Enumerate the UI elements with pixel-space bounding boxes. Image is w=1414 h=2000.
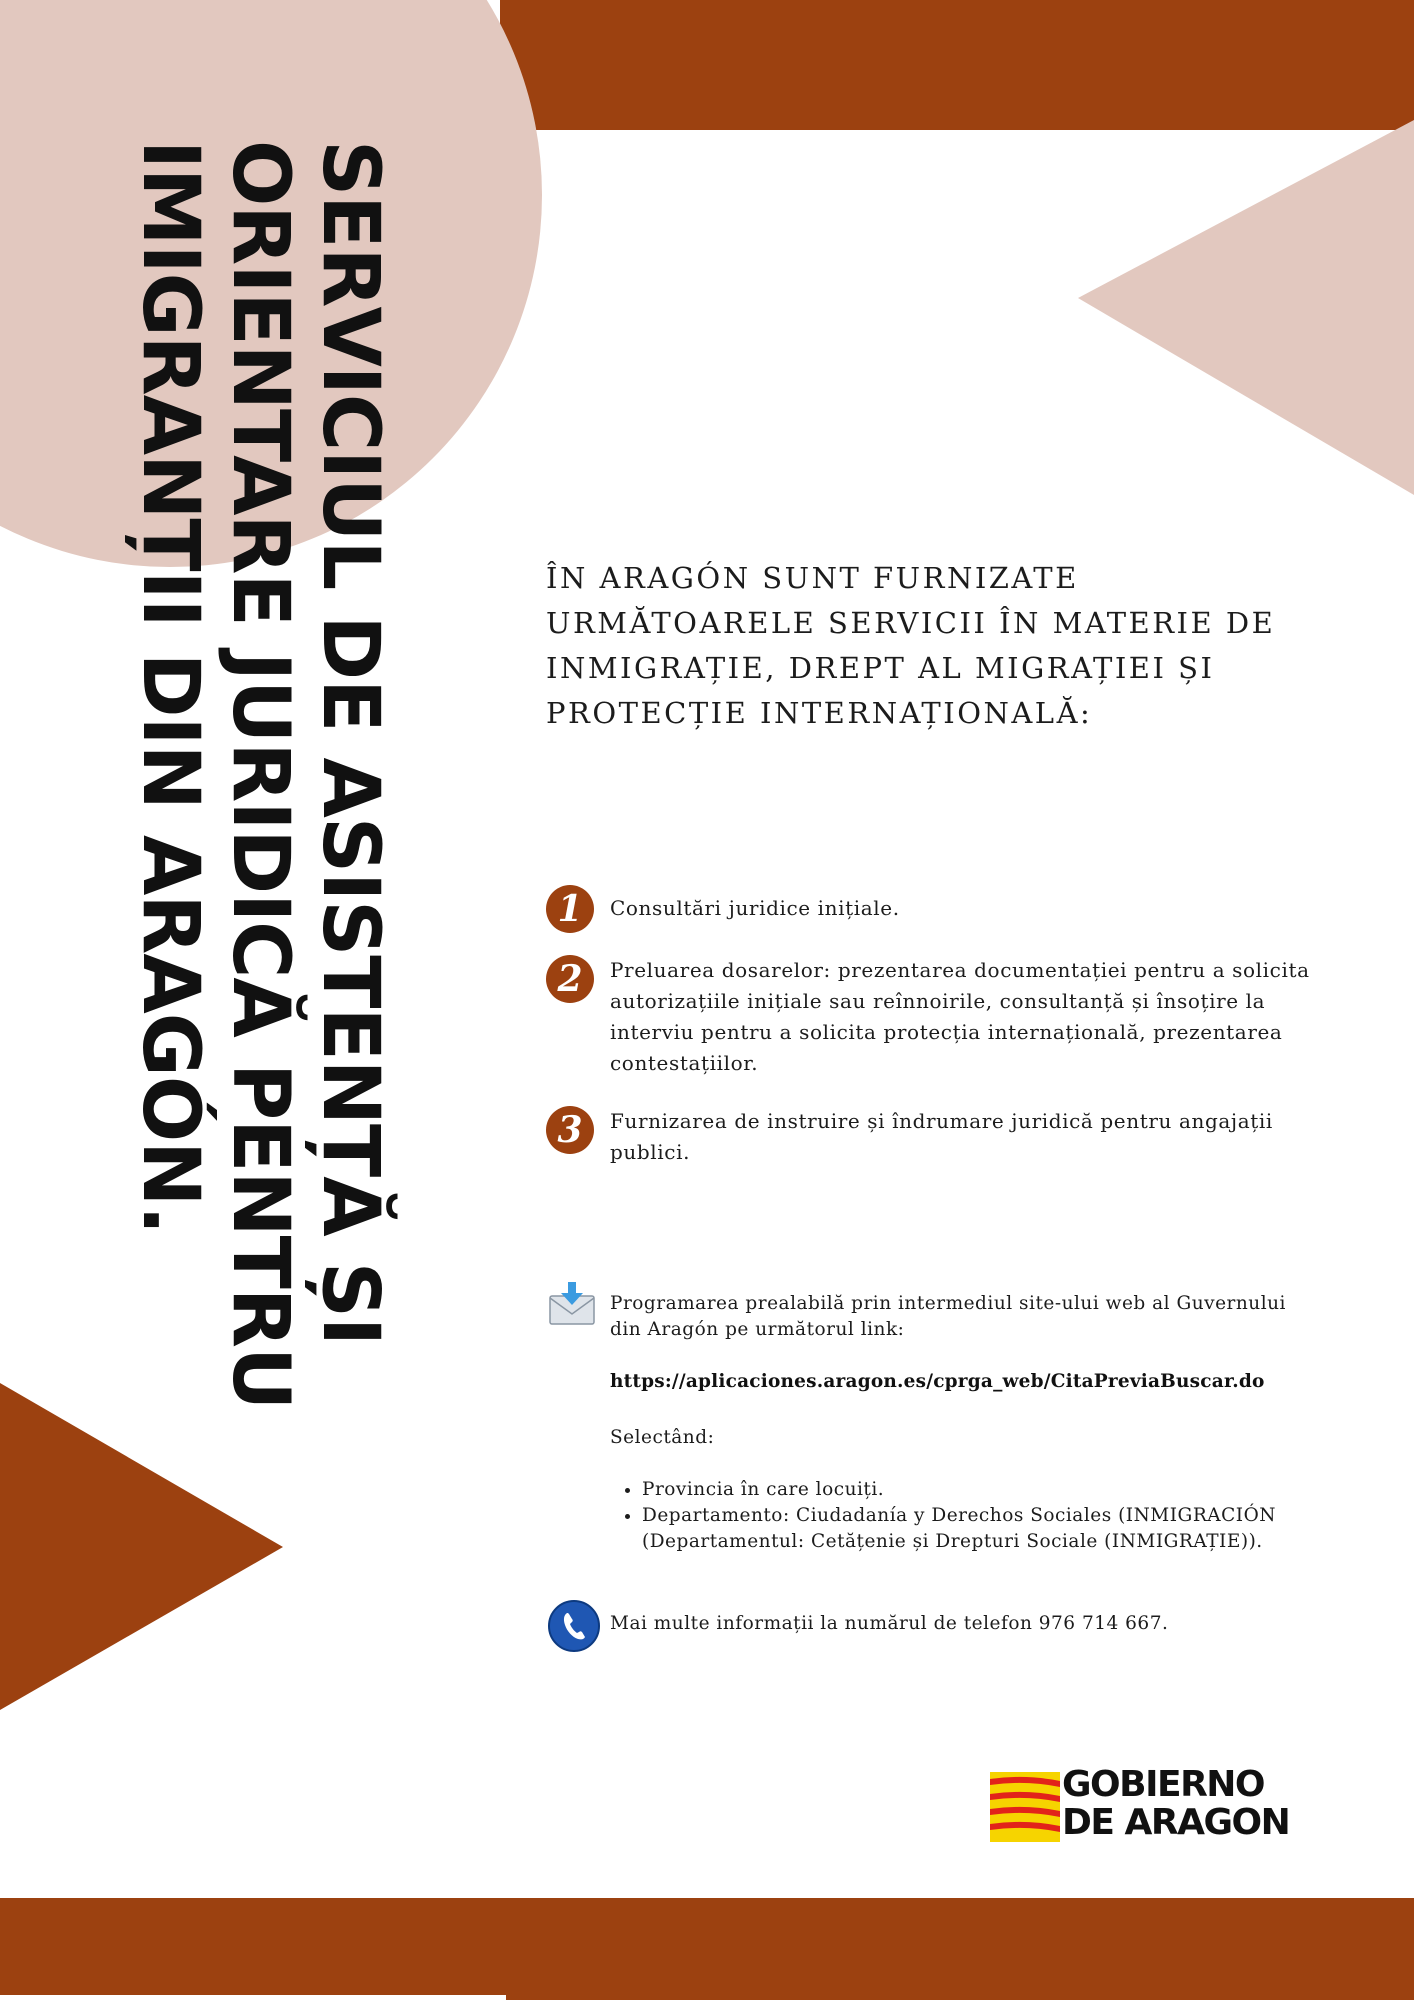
- intro-heading: [546, 556, 1326, 736]
- phone-icon: [548, 1600, 600, 1652]
- number-badge-1: 1: [546, 885, 594, 933]
- title-line-1: SERVICIUL DE ASISTENȚĂ ȘI: [305, 140, 395, 1345]
- criteria-list: [610, 1477, 1322, 1555]
- vertical-title: [35, 140, 395, 1410]
- logo-line-1: GOBIERNO: [1062, 1764, 1265, 1805]
- title-line-2: ORIENTARE JURIDICĂ PENTRU: [215, 140, 305, 1410]
- bottom-brown-bar: [0, 1898, 1414, 2000]
- list-item: • Provincia în care locuiți.: [642, 1477, 1322, 1503]
- list-item: • Departamento: Ciudadanía y Derechos Sociales (INMIGRACIÓN (Departamentul: Cetățenie și Drepturi Sociale (INMIGRAȚIE)).: [642, 1503, 1322, 1555]
- logo-text: [1062, 1766, 1289, 1842]
- gobierno-aragon-logo: [990, 1764, 1320, 1846]
- pink-triangle: [1078, 120, 1414, 495]
- logo-line-2: DE ARAGON: [1062, 1802, 1290, 1843]
- contact-text: Mai multe informații la numărul de telefon 976 714 667.: [610, 1613, 1169, 1634]
- appointment-text: Programarea prealabilă prin intermediul site-ului web al Guvernului din Aragón pe următorul link:: [610, 1293, 1286, 1340]
- service-text-2: Preluarea dosarelor: prezentarea documentației pentru a solicita autorizațiile inițiale sau reînnoirile, consultanță și însoțire la interviu pentru a solicita protecția internațională, prezentarea contestațiilor.: [610, 958, 1310, 1075]
- number-badge-3: 3: [546, 1106, 594, 1154]
- top-brown-bar: [500, 0, 1414, 130]
- number-badge-2: 2: [546, 955, 594, 1003]
- brown-triangle: [0, 1383, 283, 1710]
- envelope-icon: [548, 1282, 596, 1326]
- aragon-flag-icon: [990, 1772, 1060, 1842]
- service-text-3: Furnizarea de instruire și îndrumare juridică pentru angajații publici.: [610, 1109, 1273, 1164]
- intro-line: URMĂTOARELE SERVICII ÎN MATERIE DE: [546, 606, 1276, 640]
- appointment-link[interactable]: https://aplicaciones.aragon.es/cprga_web/CitaPreviaBuscar.do: [610, 1371, 1265, 1392]
- intro-line: INMIGRAȚIE, DREPT AL MIGRAȚIEI ȘI: [546, 651, 1215, 685]
- intro-line: ÎN ARAGÓN SUNT FURNIZATE: [546, 561, 1079, 595]
- select-label: Selectând:: [610, 1427, 715, 1448]
- title-line-3: IMIGRANȚII DIN ARAGÓN.: [125, 140, 215, 1235]
- bottom-white-line: [0, 1995, 506, 2000]
- service-text-1: Consultări juridice inițiale.: [610, 896, 900, 920]
- intro-line: PROTECȚIE INTERNAȚIONALĂ:: [546, 696, 1093, 730]
